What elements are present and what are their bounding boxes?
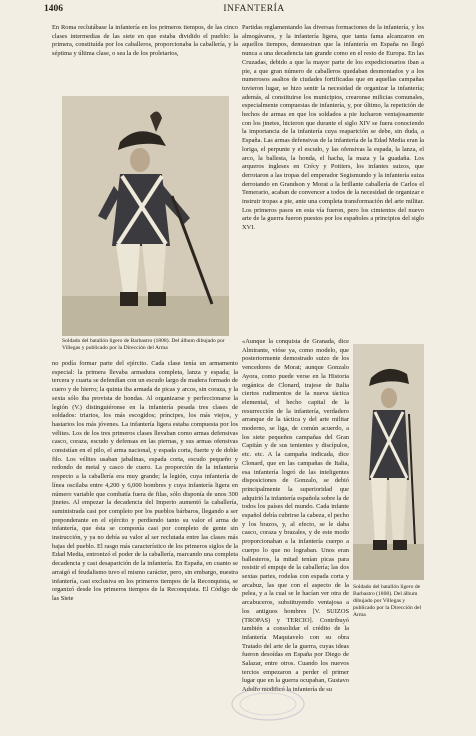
left-column-bottom-text: [52, 360, 238, 726]
right-column-narrow-text: [242, 338, 349, 726]
right-column-top-text: [242, 24, 424, 338]
figure-1-caption: Soldado del batallón ligero de Barbastro (1808). Del álbum dibujado por Villegas y publicado por la Dirección del Arma: [62, 338, 225, 351]
soldier-illustration-large: [62, 96, 229, 336]
library-stamp-icon: [228, 684, 308, 724]
page-header: [44, 4, 464, 18]
left-column-top-paragraph: En Roma reclutábase la infantería en los primeros tiempos, de las cinco clases intermedias de las siete en que estaba dividido el pueblo: la primera, constituída por los caballeros, proporcionaba la caballería, y la séptima y última clase, o sea la de los proletarios,: [52, 24, 238, 58]
left-column-top-text: [52, 24, 238, 88]
page-number: 1406: [44, 4, 63, 14]
soldier-drawing-small: [353, 344, 424, 580]
soldier-drawing-large: [62, 96, 229, 336]
right-column-narrow-paragraph: «Aunque la conquista de Granada, dice Almirante, vióse ya, como modelo, que posteriormente demostrado suizo de los vencedores de Morat; aunque Gonzalo Ayora, como puede verse en la Historia orgánica de Clonard, trajese de Italia ciertos rudimentos de la nueva táctica elemental, el hecho capital de la resurrección de la infantería, verdadero arranque de la táctica y del arte militar moderno, se liga, de común acuerdo, a los siete pequeños campañas del Gran Capitán y de sus tenientes y discípulos, etc. etc. A la campaña indicada, dice Clonard, que en las campañas de Italia, esa infantería logró de las inteligentes disposiciones de Gonzalo, se debió principalmente la superioridad que adquirió la infantería española sobre la de todos los países del mundo. Cada infante español debía cubrirse la cabeza, el pecho y los brazos, y, al efecto, se le daba casco, coraza y brazales, y de este modo proporcionaban a la infantería cuerpo a cuerpo lo que no lograban. Unos eran ballesteros, la mitad tenían picas para resistir el empuje de la caballería; las dos sextas partes, rodelas con espada corta y arcabuz, las que con el aspecto de la pelea, y a la cual se le hacían ver otra de arcabuceros, substituyendo ventajosa a los antiguos hombres [V. SUIZOS (TROPAS) y TERCIO]. Contribuyó también a consolidar el crédito de la infantería Maquiavelo con su obra Tratado del arte de la guerra, cuyas ideas fueron desoídas en España por Diego de Salazar, entre otros. Cuando los nuevos tercios empezaron a perder el primer lugar que en la guerra ocupaban, Gustavo Adolfo modificó la infantería de su: [242, 338, 349, 694]
soldier-illustration-small: [353, 344, 424, 580]
running-title: INFANTERÍA: [223, 4, 285, 14]
figure-2-caption: Soldado del batallón ligero de Barbastro (1808). Del álbum dibujado por Villegas y publicado por la Dirección del Arma: [353, 584, 422, 618]
right-column-top-paragraph: Partidas reglamentando las diversas formaciones de la infantería, y los almogávares, y la infantería ligera, que tanta fama alcanzaron en aquellos tiempos, demuestran que la infantería en España no llegó nunca a una decadencia tan grande como en el resto de Europa. En las Cruzadas, debido a que la mayor parte de los expedicionarios iban a pie, a que gran número de caballeros quedaban desmontados y a los numerosos asaltos de ciudades fortificadas que en aquellas campañas tuvieron lugar, se hizo sentir la necesidad de organizar la infantería; además, al constituirse los municipios, crearonse milicias comunales, especialmente compuestas de infantería, y, por último, la repetición de hechos de armas en que los soldados a pie lucharon ventajosamente con los jinetes, hicieron que durante el siglo XIV se fuera conociendo la importancia de la infantería cuya reaparición se debe, sin duda, a España. Las armas defensivas de la infantería de la Edad Media eran la loriga, el perpunte y el escudo, y las ofensivas la espada, la lanza, el arco, la ballesta, la honda, el hacha, la maza y la guadaña. Los arqueros ingleses en Crécy y Poitiers, los infantes suizos, que derrotaron a las tropas del emperador Segismundo y la infantería suiza derrotando en Grandson y Morat a la brillante caballería de Carlos el Temerario, acaban de convencer a todos de la necesidad de organizar e instruir tropas a pie, ante una completa transformación del arte militar. Los primeros pasos en esta vía fueron, pero los cimientos del nuevo arte de la guerra fueron puestos por los españoles a principios del siglo XVI.: [242, 24, 424, 232]
left-column-bottom-paragraph: no podía formar parte del ejército. Cada clase tenía un armamento especial: la primera llevaba armadura completa, lanza y espada; la tercera y cuarta se defendían con un escudo largo de madera formado de cuero y de hierro; la quinta iba armada de picas y arcos, sin coraza, y la sexta sólo iba provista de hondas. Al organizarse y perfeccionarse la legión (V.) distinguiéronse en la infantería pesada tres clases de soldados: triarios, los más escogidos; príncipes, los más viejos, y hastarios los más jóvenes. La infantería ligera estaba compuesta por los vélites. Los de los tres primeros clases llevaban como armas defensivas casco, coraza, escudo y defensas en las piernas, y sus armas ofensivas consistían en el pilo, el arma nacional, y espada corta, fuerte y de doble filo. Los vélites usaban jabalinas, espada corta, escudo pequeño y redondo de metal y casco de cuero. La proporción de la infantería respecto a la caballería era muy grande; la legión, cuya infantería de línea oscilaba entre 4,200 y 6,000 hombres y cuya infantería ligera en número variable que combatía fuera de filas, sólo disponía de unos 300 jinetes. Al empezar la decadencia del Imperio aumentó la caballería, suministrada casi por completo por los pueblos bárbaros, llegando a ser preponderante en el ejército y perdiendo tanto su valor el arma de infantería, que ésta se componía casi por completo de gente sin instrucción, y ya no debía su valor al ser reclutada entre las clases más bajas del pueblo. El rasgo más característico de los primeros siglos de la Edad Media, entronizó el poder de la caballería, marcando una completa decadencia y casi desaparición de la infantería. En España, en cuanto se arraigó el feudalismo tuvo el mismo carácter, pero, sin embargo, nuestra infantería, casi exclusiva en los primeros tiempos de la Reconquista, se organizó desde los primeros tiempos de la Reconquista. El Código de las Siete: [52, 360, 238, 602]
